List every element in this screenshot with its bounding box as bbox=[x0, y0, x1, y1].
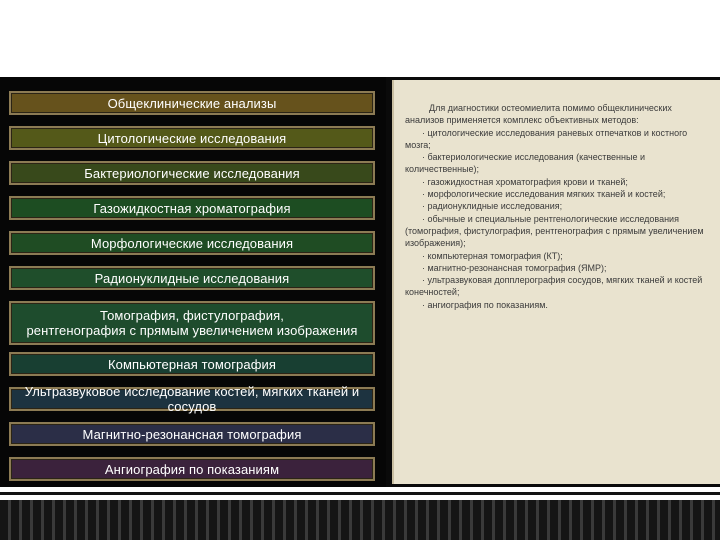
method-button-8[interactable] bbox=[9, 352, 375, 376]
description-intro: Для диагностики остеомиелита помимо общеклинических анализов применяется комплекс объективных методов: bbox=[405, 103, 672, 126]
method-button-label: Цитологические исследования bbox=[97, 130, 287, 146]
method-button-4[interactable] bbox=[9, 196, 375, 220]
method-button-label: Ангиография по показаниям bbox=[104, 461, 280, 477]
film-strip-decoration bbox=[0, 500, 720, 540]
method-list-item: · ультразвуковая допплерография сосудов, мягких тканей и костей конечностей; bbox=[405, 275, 703, 298]
description-panel bbox=[392, 80, 720, 484]
method-button-label: Морфологические исследования bbox=[90, 235, 294, 251]
method-button-label: Ультразвуковое исследование костей, мягких тканей и сосудов bbox=[24, 384, 360, 414]
method-button-3[interactable] bbox=[9, 161, 375, 185]
description-text bbox=[405, 102, 713, 311]
divider-line bbox=[0, 492, 720, 495]
method-button-6[interactable] bbox=[9, 266, 375, 290]
method-button-11[interactable] bbox=[9, 457, 375, 481]
method-button-2[interactable] bbox=[9, 126, 375, 150]
method-button-label: Радионуклидные исследования bbox=[94, 270, 290, 286]
methods-list bbox=[405, 127, 713, 311]
method-list-item: · бактериологические исследования (качественные и количественные); bbox=[405, 152, 645, 175]
method-button-label: Общеклинические анализы bbox=[107, 95, 277, 111]
method-button-9[interactable] bbox=[9, 384, 375, 414]
method-list-item: · компьютерная томография (КТ); bbox=[422, 250, 563, 261]
methods-button-list bbox=[0, 77, 386, 487]
method-list-item: · ангиография по показаниям. bbox=[422, 299, 548, 310]
method-list-item: · морфологические исследования мягких тканей и костей; bbox=[422, 189, 666, 200]
method-list-item: · магнитно-резонансная томография (ЯМР); bbox=[422, 262, 607, 273]
method-button-5[interactable] bbox=[9, 231, 375, 255]
method-button-1[interactable] bbox=[9, 91, 375, 115]
method-button-label: Газожидкостная хроматография bbox=[93, 200, 291, 216]
slide-content-area bbox=[0, 77, 720, 487]
method-button-label: Магнитно-резонансная томография bbox=[82, 426, 302, 442]
method-button-10[interactable] bbox=[9, 422, 375, 446]
method-button-7[interactable] bbox=[9, 301, 375, 345]
method-list-item: · газожидкостная хроматография крови и тканей; bbox=[422, 176, 628, 187]
method-list-item: · радионуклидные исследования; bbox=[422, 201, 563, 212]
method-button-label: Бактериологические исследования bbox=[84, 165, 300, 181]
method-button-label: Компьютерная томография bbox=[107, 356, 277, 372]
method-list-item: · цитологические исследования раневых отпечатков и костного мозга; bbox=[405, 127, 688, 150]
method-button-label: Томография, фистулография, рентгенография с прямым увеличением изображения bbox=[26, 308, 358, 338]
method-list-item: · обычные и специальные рентгенологические исследования (томография, фистулография, рентгенография с прямым увеличением изображения); bbox=[405, 213, 704, 249]
